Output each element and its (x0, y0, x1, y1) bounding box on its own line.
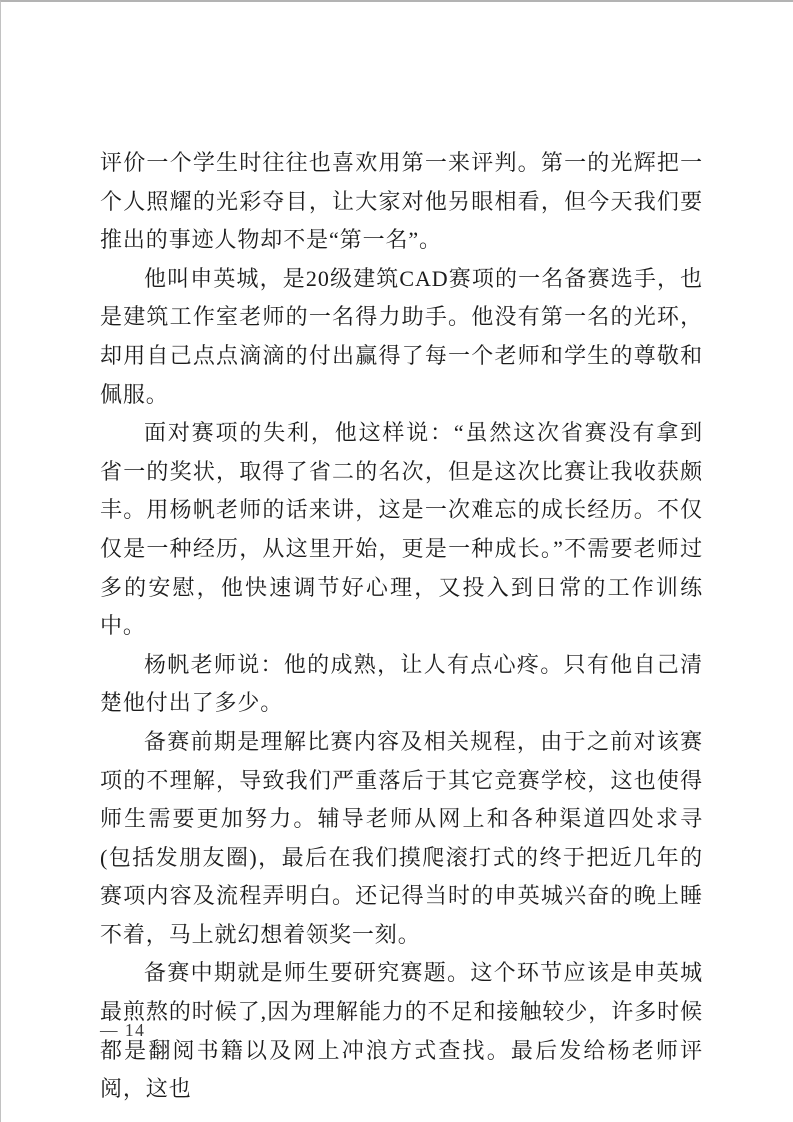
body-text-block (100, 144, 703, 1109)
paragraph-6: 备赛中期就是师生要研究赛题。这个环节应该是申英城最煎熬的时候了,因为理解能力的不足和接触较少，许多时候都是翻阅书籍以及网上冲浪方式查找。最后发给杨老师评阅，这也 (100, 960, 703, 1102)
paragraph-1: 评价一个学生时往往也喜欢用第一来评判。第一的光辉把一个人照耀的光彩夺目，让大家对他另眼相看，但今天我们要推出的事迹人物却不是“第一名”。 (100, 150, 703, 253)
paragraph-5: 备赛前期是理解比赛内容及相关规程，由于之前对该赛项的不理解，导致我们严重落后于其它竞赛学校，这也使得师生需要更加努力。辅导老师从网上和各种渠道四处求寻(包括发朋友圈)，最后在我们摸爬滚打式的终于把近几年的赛项内容及流程弄明白。还记得当时的申英城兴奋的晚上睡不着，马上就幻想着领奖一刻。 (100, 728, 703, 947)
paragraph-3: 面对赛项的失利，他这样说：“虽然这次省赛没有拿到省一的奖状，取得了省二的名次，但是这次比赛让我收获颇丰。用杨帆老师的话来讲，这是一次难忘的成长经历。不仅仅是一种经历，从这里开始，更是一种成长。”不需要老师过多的安慰，他快速调节好心理，又投入到日常的工作训练中。 (100, 420, 703, 639)
page-number: — 14 (100, 1020, 146, 1040)
paragraph-4: 杨帆老师说：他的成熟，让人有点心疼。只有他自己清楚他付出了多少。 (100, 651, 703, 716)
paragraph-2: 他叫申英城，是20级建筑CAD赛项的一名备赛选手，也是建筑工作室老师的一名得力助手。他没有第一名的光环，却用自己点点滴滴的付出赢得了每一个老师和学生的尊敬和佩服。 (100, 265, 703, 407)
